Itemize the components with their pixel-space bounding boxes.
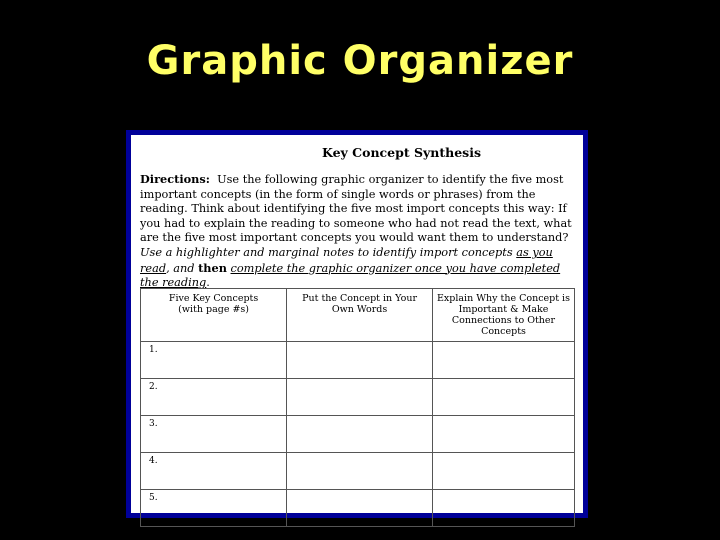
- directions-as-you-read: as you read: [140, 245, 553, 275]
- row-number: 2.: [141, 379, 287, 416]
- table-header-row: [141, 289, 575, 342]
- directions-end: .: [206, 276, 210, 290]
- table-row: [141, 416, 575, 453]
- directions-paragraph: [140, 172, 573, 291]
- document-heading: Key Concept Synthesis: [322, 145, 481, 160]
- table-cell: [287, 342, 433, 379]
- header-col1-line2: (with page #s): [178, 304, 250, 315]
- directions-complete-organizer: complete the graphic organizer once you have completed the reading: [140, 261, 561, 290]
- header-explain-why: Explain Why the Concept is Important & Make Connections to Other Concepts: [432, 289, 574, 342]
- table-cell: [432, 416, 574, 453]
- table-row: [141, 490, 575, 527]
- directions-then: then: [198, 260, 227, 275]
- directions-label: Directions:: [140, 172, 210, 186]
- table-cell: [287, 453, 433, 490]
- table-cell: [432, 342, 574, 379]
- directions-italic-1: Use a highlighter and marginal notes to identify import concepts: [140, 245, 513, 259]
- table-row: [141, 379, 575, 416]
- table-row: [141, 453, 575, 490]
- row-number: 3.: [141, 416, 287, 453]
- table-cell: [287, 416, 433, 453]
- document-image-frame: [126, 130, 588, 518]
- slide-title: Graphic Organizer: [146, 38, 574, 84]
- table-cell: [432, 379, 574, 416]
- row-number: 1.: [141, 342, 287, 379]
- header-col1-line1: Five Key Concepts: [168, 293, 259, 304]
- directions-text: Use the following graphic organizer to identify the five most important concepts (in the form of single words or phrases) from the reading. Think about identifying the five most import concepts this way: If you had to explain the reading to someone who had not read the text, what are the five most important concepts you would want them to understand?: [140, 173, 572, 245]
- directions-italic-2: , and: [166, 261, 195, 275]
- header-five-key-concepts: [141, 289, 287, 342]
- table-cell: [287, 490, 433, 527]
- graphic-organizer-table: [140, 288, 575, 527]
- header-own-words: Put the Concept in Your Own Words: [287, 289, 433, 342]
- table-cell: [287, 379, 433, 416]
- table-cell: [432, 490, 574, 527]
- row-number: 4.: [141, 453, 287, 490]
- table-cell: [432, 453, 574, 490]
- table-row: [141, 342, 575, 379]
- document-page: [131, 135, 583, 513]
- row-number: 5.: [141, 490, 287, 527]
